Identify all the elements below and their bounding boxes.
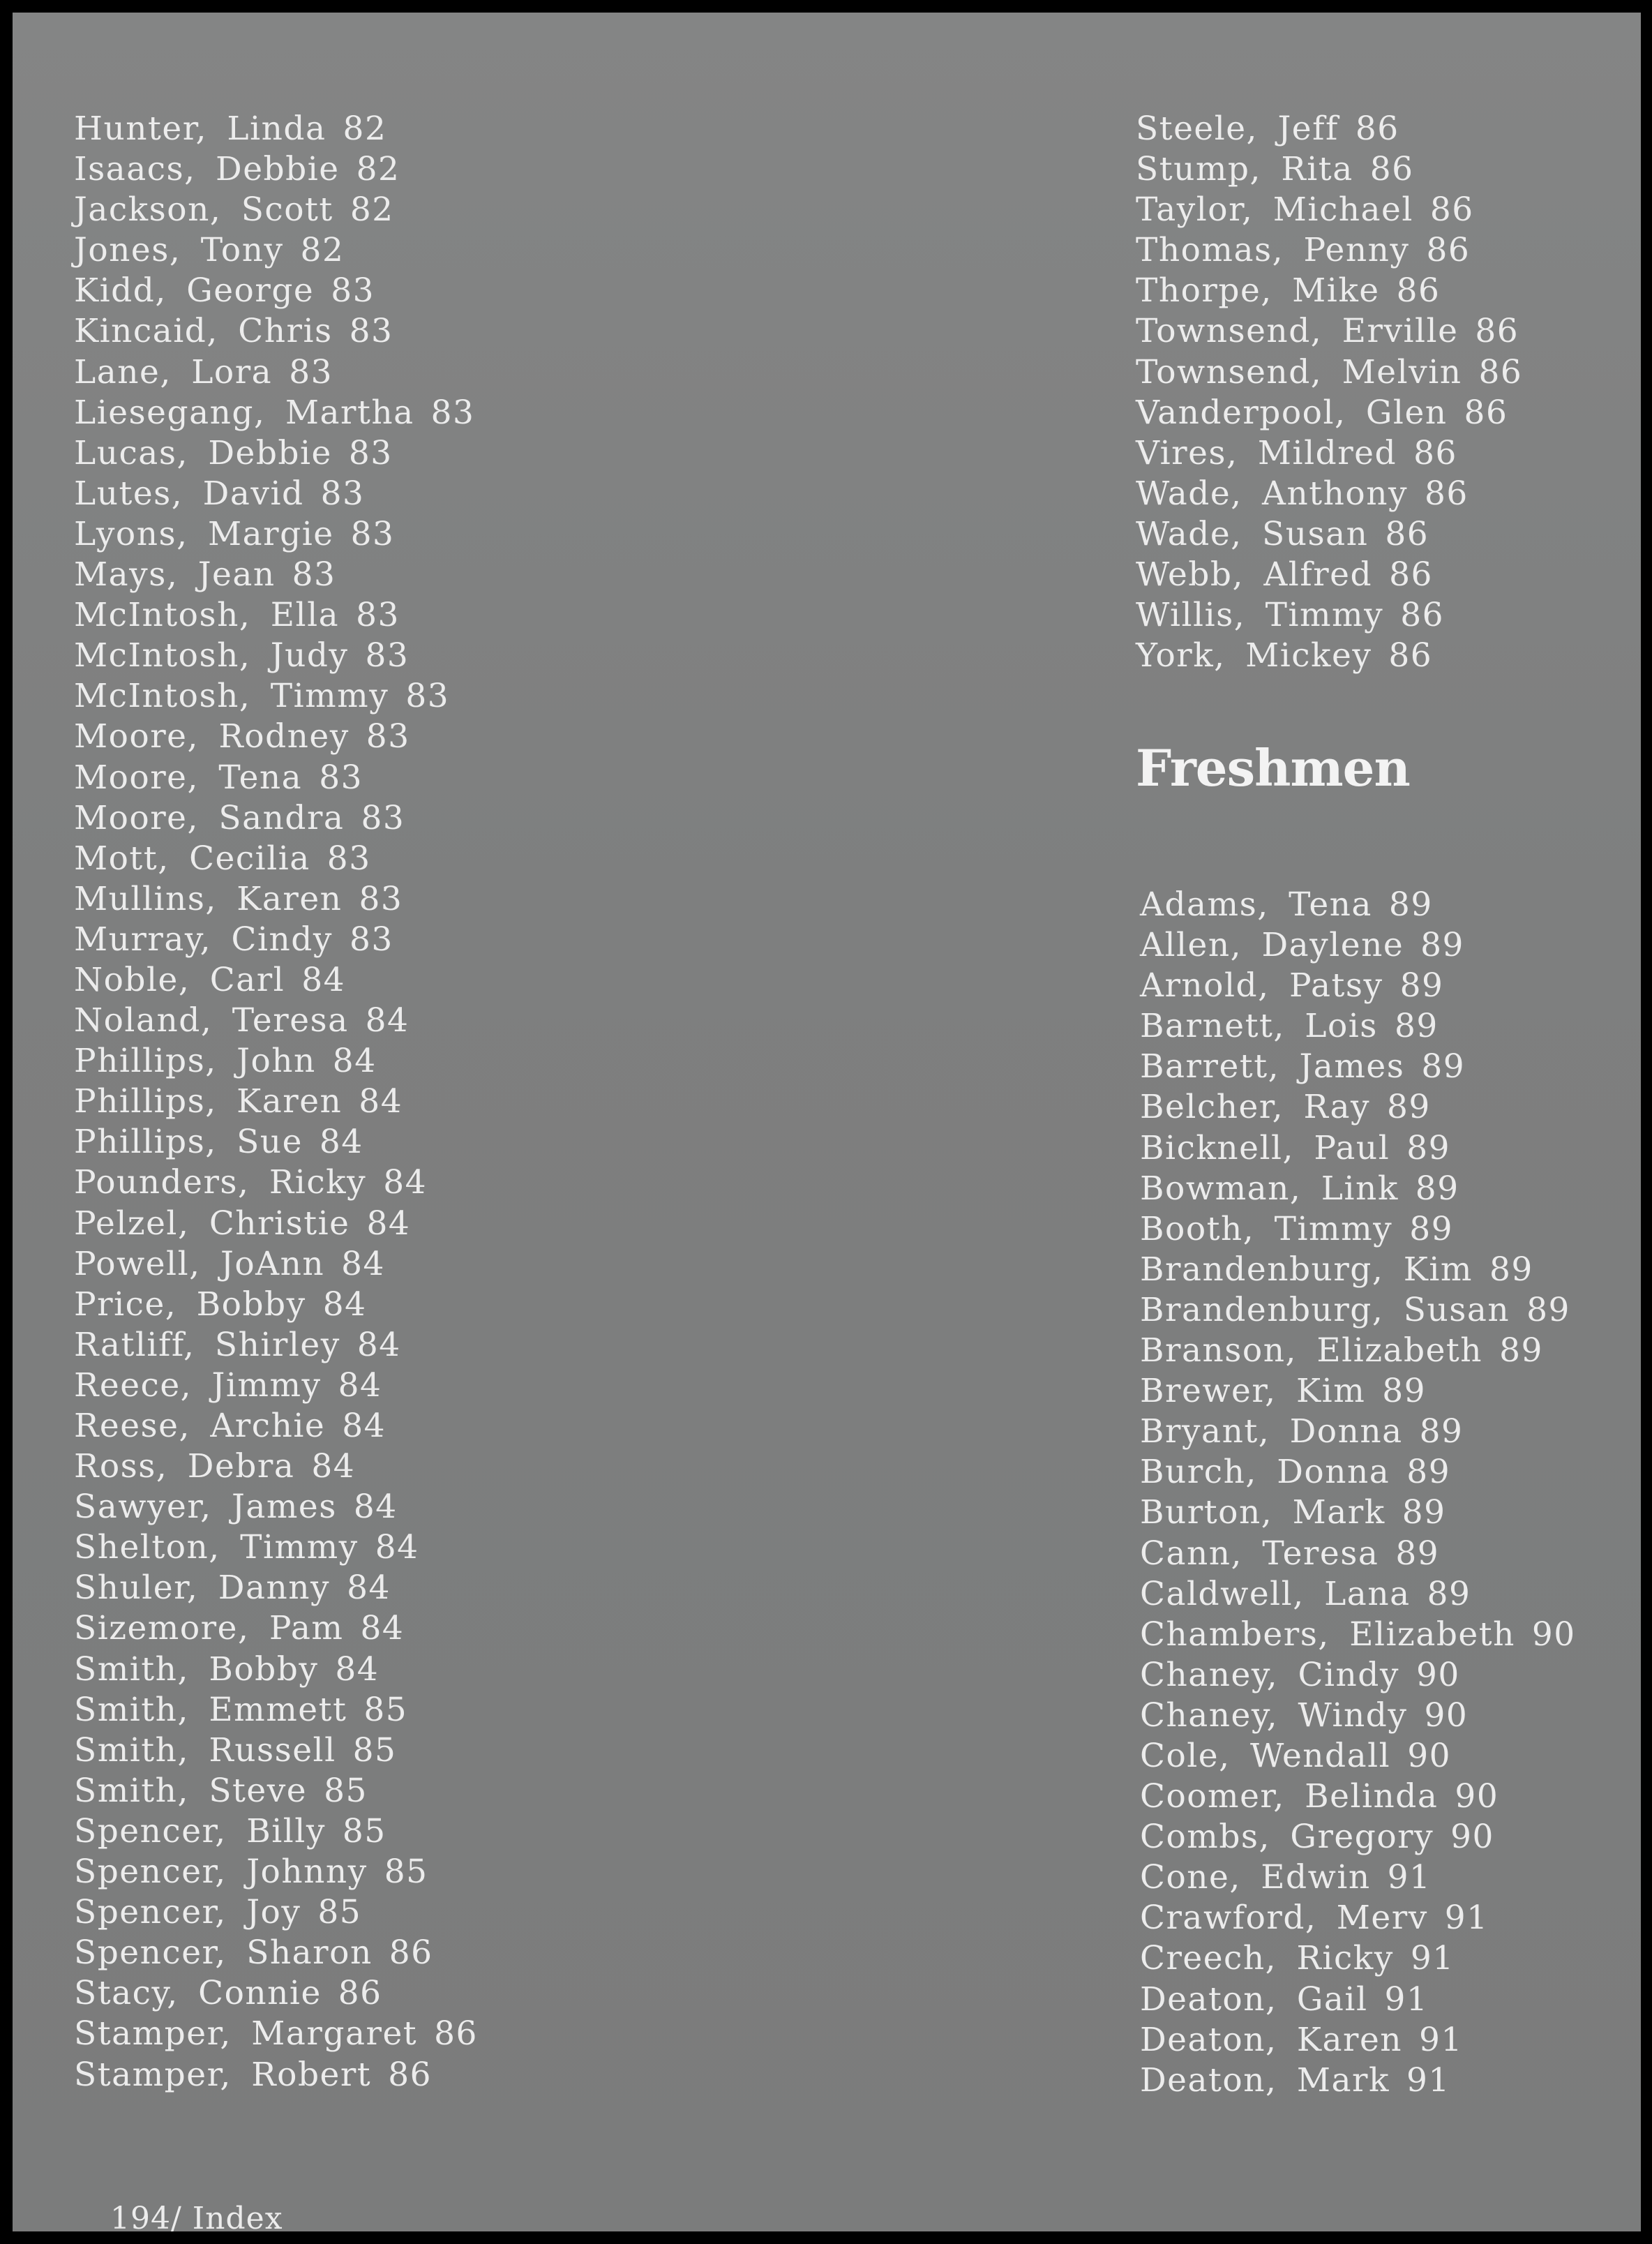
entry-name: Wade, Susan [1136, 514, 1369, 553]
index-entry [74, 879, 478, 920]
index-entry [74, 1001, 478, 1041]
index-entry [74, 1568, 478, 1608]
index-entry [74, 230, 478, 271]
entry-page-number: 89 [1419, 1412, 1464, 1451]
entry-page-number: 83 [326, 839, 371, 878]
entry-name: Cann, Teresa [1140, 1534, 1379, 1573]
entry-page-number: 84 [360, 1609, 405, 1648]
index-entry [74, 1285, 478, 1325]
entry-name: Cone, Edwin [1140, 1858, 1371, 1897]
entry-name: Shelton, Timmy [74, 1528, 359, 1567]
entry-name: Adams, Tena [1140, 885, 1372, 924]
index-entry [1136, 433, 1522, 474]
index-entry [1140, 966, 1576, 1006]
entry-page-number: 82 [356, 150, 400, 189]
entry-name: Deaton, Karen [1140, 2020, 1403, 2059]
index-entry [74, 1204, 478, 1244]
index-entry [1140, 1371, 1576, 1412]
entry-page-number: 89 [1489, 1250, 1533, 1289]
entry-name: Webb, Alfred [1136, 555, 1373, 594]
entry-name: Smith, Russell [74, 1730, 336, 1770]
entry-page-number: 85 [363, 1690, 408, 1729]
entry-page-number: 89 [1499, 1331, 1543, 1370]
entry-name: Belcher, Ray [1140, 1088, 1371, 1127]
index-entry [74, 149, 478, 190]
entry-page-number: 86 [1425, 474, 1469, 513]
entry-name: Burton, Mark [1140, 1493, 1386, 1532]
entry-page-number: 86 [1355, 110, 1399, 148]
entry-name: Steele, Jeff [1136, 110, 1339, 148]
entry-name: McIntosh, Timmy [74, 677, 389, 716]
index-entry [74, 393, 478, 433]
index-entry [1140, 1452, 1576, 1493]
index-entry [1140, 1938, 1576, 1979]
entry-name: Isaacs, Debbie [74, 150, 340, 189]
index-entry [74, 1406, 478, 1446]
index-entry [74, 1162, 478, 1203]
entry-name: Moore, Rodney [74, 717, 350, 756]
entry-name: Townsend, Melvin [1136, 352, 1462, 391]
entry-page-number: 89 [1394, 1007, 1439, 1046]
entry-page-number: 89 [1388, 885, 1433, 924]
entry-name: Burch, Donna [1140, 1453, 1390, 1492]
entry-name: Vires, Mildred [1136, 433, 1397, 472]
entry-name: Bowman, Link [1140, 1169, 1399, 1208]
index-entry [74, 1650, 478, 1690]
entry-name: Caldwell, Lana [1140, 1574, 1411, 1613]
entry-page-number: 84 [319, 1123, 363, 1162]
index-entry [1140, 2020, 1576, 2060]
index-entry [1136, 149, 1522, 190]
entry-name: Kidd, George [74, 271, 315, 311]
index-entry [1136, 352, 1522, 393]
entry-name: Branson, Elizabeth [1140, 1331, 1483, 1370]
entry-page-number: 84 [359, 1082, 403, 1121]
entry-name: Liesegang, Martha [74, 393, 414, 432]
index-entry [74, 352, 478, 393]
entry-name: Phillips, Karen [74, 1082, 343, 1121]
entry-page-number: 86 [388, 2055, 433, 2094]
entry-page-number: 85 [384, 1853, 428, 1892]
index-entry [1136, 109, 1522, 149]
index-entry [1140, 1898, 1576, 1938]
entry-name: Chambers, Elizabeth [1140, 1615, 1515, 1654]
entry-name: Mullins, Karen [74, 879, 343, 918]
index-entry [1140, 1736, 1576, 1776]
entry-page-number: 89 [1427, 1574, 1471, 1613]
entry-page-number: 89 [1406, 1128, 1451, 1167]
index-entry [1136, 190, 1522, 230]
index-entry [1140, 1169, 1576, 1209]
entry-name: Hunter, Linda [74, 110, 326, 148]
entry-name: Lyons, Margie [74, 514, 334, 553]
index-entry [74, 1041, 478, 1082]
entry-page-number: 84 [365, 1001, 410, 1040]
page-footer: 194/ Index [110, 2201, 283, 2236]
entry-page-number: 86 [338, 1974, 382, 2013]
entry-name: Wade, Anthony [1136, 474, 1409, 513]
index-entry [1140, 1696, 1576, 1736]
entry-name: Ross, Debra [74, 1447, 295, 1486]
index-entry [74, 1446, 478, 1487]
entry-name: Phillips, Sue [74, 1123, 303, 1162]
entry-name: Lucas, Debbie [74, 433, 332, 472]
entry-name: Bryant, Donna [1140, 1412, 1403, 1451]
index-entry [74, 1811, 478, 1852]
entry-page-number: 91 [1444, 1899, 1489, 1938]
entry-name: Booth, Timmy [1140, 1209, 1393, 1248]
index-entry [1140, 1209, 1576, 1250]
entry-page-number: 86 [1396, 271, 1441, 311]
entry-name: Arnold, Patsy [1140, 966, 1383, 1005]
entry-page-number: 86 [1369, 150, 1414, 189]
entry-page-number: 86 [1385, 514, 1429, 553]
index-entry [74, 433, 478, 474]
entry-page-number: 90 [1450, 1818, 1494, 1857]
entry-page-number: 90 [1455, 1777, 1499, 1816]
index-entry [1140, 885, 1576, 925]
entry-page-number: 82 [300, 231, 345, 270]
entry-page-number: 84 [347, 1569, 391, 1608]
entry-name: Stamper, Margaret [74, 2014, 418, 2054]
index-entry [1140, 1776, 1576, 1817]
index-entry [1136, 393, 1522, 433]
index-entry [74, 190, 478, 230]
entry-name: Noble, Carl [74, 960, 285, 999]
entry-name: Creech, Ricky [1140, 1939, 1394, 1978]
index-entry [1136, 311, 1522, 352]
entry-page-number: 83 [430, 393, 475, 432]
entry-page-number: 85 [342, 1811, 386, 1850]
entry-name: Brandenburg, Kim [1140, 1250, 1473, 1289]
entry-page-number: 86 [1429, 190, 1474, 230]
entry-page-number: 89 [1409, 1209, 1454, 1248]
entry-page-number: 89 [1415, 1169, 1459, 1208]
entry-name: Chaney, Cindy [1140, 1655, 1399, 1694]
index-entry [1140, 2060, 1576, 2101]
index-entry [74, 1366, 478, 1406]
entry-page-number: 83 [292, 555, 336, 594]
entry-name: Powell, JoAnn [74, 1244, 325, 1283]
entry-name: Lutes, David [74, 474, 304, 513]
index-entry [74, 920, 478, 960]
entry-page-number: 89 [1421, 1047, 1466, 1086]
index-entry [1140, 1655, 1576, 1696]
entry-name: Chaney, Windy [1140, 1696, 1408, 1735]
entry-page-number: 90 [1424, 1696, 1469, 1735]
index-entry [74, 676, 478, 717]
entry-name: Bicknell, Paul [1140, 1128, 1390, 1167]
index-entry [1140, 1331, 1576, 1371]
entry-page-number: 86 [1400, 596, 1444, 635]
entry-page-number: 91 [1410, 1939, 1455, 1978]
entry-name: Moore, Tena [74, 758, 303, 797]
entry-page-number: 83 [361, 798, 405, 837]
entry-name: Pounders, Ricky [74, 1163, 367, 1202]
entry-page-number: 89 [1406, 1453, 1451, 1492]
entry-name: Smith, Bobby [74, 1650, 319, 1689]
entry-page-number: 89 [1395, 1534, 1440, 1573]
entry-page-number: 91 [1406, 2060, 1450, 2100]
entry-page-number: 83 [405, 677, 450, 716]
entry-name: Ratliff, Shirley [74, 1325, 340, 1364]
index-entry [74, 1122, 478, 1162]
entry-page-number: 84 [356, 1325, 401, 1364]
entry-name: York, Mickey [1136, 636, 1372, 675]
entry-name: Barnett, Lois [1140, 1007, 1378, 1046]
entry-page-number: 86 [1388, 636, 1433, 675]
index-entry [1140, 1857, 1576, 1898]
index-entry [1140, 1087, 1576, 1128]
index-entry [74, 2014, 478, 2054]
index-entry [74, 514, 478, 555]
entry-page-number: 91 [1387, 1858, 1432, 1897]
index-page [13, 13, 1641, 2236]
entry-page-number: 84 [301, 960, 346, 999]
index-entry [74, 839, 478, 879]
index-entry [1136, 230, 1522, 271]
entry-name: Vanderpool, Glen [1136, 393, 1448, 432]
index-entry [1136, 271, 1522, 311]
index-entry [1136, 595, 1522, 636]
index-entry [74, 271, 478, 311]
index-entry [74, 1690, 478, 1730]
entry-name: Willis, Timmy [1136, 596, 1384, 635]
entry-name: Spencer, Johnny [74, 1853, 368, 1892]
index-entry [74, 109, 478, 149]
entry-page-number: 84 [335, 1650, 380, 1689]
index-entry [1140, 1817, 1576, 1857]
entry-page-number: 83 [320, 474, 365, 513]
entry-page-number: 82 [343, 110, 387, 148]
entry-name: Lane, Lora [74, 352, 273, 391]
index-entry [74, 717, 478, 757]
entry-name: Stamper, Robert [74, 2055, 372, 2094]
entry-page-number: 85 [352, 1730, 397, 1770]
index-entry [1136, 555, 1522, 595]
index-entry [1136, 474, 1522, 514]
entry-page-number: 89 [1526, 1290, 1570, 1329]
index-entry [1140, 1615, 1576, 1655]
index-entry [74, 1933, 478, 1973]
index-entry [1140, 925, 1576, 966]
right-index-column-top [1136, 109, 1522, 676]
index-entry [1140, 1534, 1576, 1574]
entry-name: Brewer, Kim [1140, 1372, 1366, 1411]
entry-page-number: 86 [389, 1933, 433, 1973]
entry-name: Mays, Jean [74, 555, 276, 594]
index-entry [74, 1325, 478, 1366]
entry-page-number: 84 [383, 1163, 428, 1202]
entry-page-number: 86 [1464, 393, 1508, 432]
entry-page-number: 90 [1416, 1655, 1460, 1694]
index-entry [74, 311, 478, 352]
index-entry [74, 798, 478, 839]
entry-name: Moore, Sandra [74, 798, 345, 837]
entry-name: Jones, Tony [74, 231, 284, 270]
entry-name: Reese, Archie [74, 1407, 326, 1445]
entry-name: Combs, Gregory [1140, 1818, 1434, 1857]
entry-page-number: 86 [1475, 312, 1519, 351]
entry-page-number: 83 [349, 312, 393, 351]
index-entry [1140, 1047, 1576, 1087]
entry-name: Thomas, Penny [1136, 231, 1410, 270]
entry-page-number: 83 [331, 271, 375, 311]
entry-page-number: 84 [322, 1285, 367, 1324]
index-entry [74, 1852, 478, 1892]
index-entry [1140, 1290, 1576, 1331]
index-entry [1140, 1574, 1576, 1615]
entry-page-number: 89 [1387, 1088, 1431, 1127]
entry-page-number: 83 [366, 717, 410, 756]
index-entry [74, 1487, 478, 1527]
index-entry [74, 1892, 478, 1933]
entry-page-number: 84 [341, 1244, 385, 1283]
index-entry [74, 960, 478, 1001]
left-index-column [74, 109, 478, 2095]
entry-page-number: 89 [1382, 1372, 1427, 1411]
entry-page-number: 84 [366, 1204, 411, 1243]
right-index-column-freshmen [1140, 885, 1576, 2101]
entry-name: Coomer, Belinda [1140, 1777, 1439, 1816]
entry-page-number: 82 [350, 190, 394, 230]
entry-name: Spencer, Sharon [74, 1933, 373, 1973]
entry-page-number: 89 [1399, 966, 1444, 1005]
entry-name: McIntosh, Judy [74, 636, 349, 675]
entry-page-number: 89 [1402, 1493, 1446, 1532]
index-entry [74, 555, 478, 595]
entry-page-number: 83 [359, 879, 403, 918]
index-entry [1140, 1250, 1576, 1290]
index-entry [74, 1771, 478, 1811]
entry-name: Price, Bobby [74, 1285, 306, 1324]
entry-page-number: 83 [319, 758, 363, 797]
entry-name: Deaton, Gail [1140, 1980, 1368, 2019]
entry-page-number: 84 [353, 1488, 398, 1527]
entry-name: Jackson, Scott [74, 190, 333, 230]
entry-name: Smith, Emmett [74, 1690, 347, 1729]
entry-name: Cole, Wendall [1140, 1736, 1391, 1775]
entry-name: Stump, Rita [1136, 150, 1353, 189]
entry-name: Shuler, Danny [74, 1569, 331, 1608]
index-entry [74, 1082, 478, 1122]
entry-page-number: 86 [434, 2014, 478, 2054]
entry-name: Barrett, James [1140, 1047, 1405, 1086]
index-entry [1140, 1980, 1576, 2020]
entry-name: Reece, Jimmy [74, 1366, 322, 1405]
entry-page-number: 86 [1478, 352, 1523, 391]
entry-page-number: 91 [1384, 1980, 1429, 2019]
index-entry [74, 758, 478, 798]
index-entry [1140, 1493, 1576, 1533]
entry-name: Deaton, Mark [1140, 2060, 1390, 2100]
entry-page-number: 83 [350, 514, 395, 553]
entry-name: Brandenburg, Susan [1140, 1290, 1510, 1329]
entry-page-number: 86 [1426, 231, 1471, 270]
index-entry [74, 474, 478, 514]
entry-name: Pelzel, Christie [74, 1204, 350, 1243]
entry-page-number: 83 [289, 352, 333, 391]
index-entry [74, 1608, 478, 1649]
index-entry [1136, 514, 1522, 555]
entry-page-number: 89 [1420, 926, 1464, 965]
entry-name: Smith, Steve [74, 1771, 308, 1810]
entry-name: Noland, Teresa [74, 1001, 349, 1040]
entry-page-number: 84 [311, 1447, 356, 1486]
entry-page-number: 83 [349, 920, 393, 959]
entry-name: Mott, Cecilia [74, 839, 310, 878]
entry-name: Townsend, Erville [1136, 312, 1459, 351]
entry-name: Phillips, John [74, 1042, 316, 1081]
entry-page-number: 86 [1389, 555, 1433, 594]
index-entry [1140, 1006, 1576, 1047]
entry-page-number: 90 [1531, 1615, 1576, 1654]
entry-page-number: 90 [1407, 1736, 1452, 1775]
entry-name: Kincaid, Chris [74, 312, 333, 351]
index-entry [74, 636, 478, 676]
index-entry [1136, 636, 1522, 676]
index-entry [1140, 1128, 1576, 1169]
entry-name: Crawford, Merv [1140, 1899, 1428, 1938]
index-entry [74, 2055, 478, 2095]
index-entry [1140, 1412, 1576, 1452]
index-entry [74, 1973, 478, 2014]
entry-name: Thorpe, Mike [1136, 271, 1380, 311]
index-entry [74, 595, 478, 636]
entry-name: McIntosh, Ella [74, 596, 340, 635]
entry-name: Spencer, Joy [74, 1893, 301, 1932]
entry-page-number: 84 [342, 1407, 386, 1445]
entry-page-number: 83 [348, 433, 393, 472]
entry-page-number: 84 [338, 1366, 382, 1405]
entry-name: Spencer, Billy [74, 1811, 326, 1850]
entry-page-number: 84 [332, 1042, 377, 1081]
entry-name: Sawyer, James [74, 1488, 337, 1527]
entry-page-number: 91 [1419, 2020, 1463, 2059]
entry-name: Murray, Cindy [74, 920, 333, 959]
index-entry [74, 1730, 478, 1771]
index-entry [74, 1244, 478, 1285]
entry-name: Stacy, Connie [74, 1974, 322, 2013]
entry-name: Taylor, Michael [1136, 190, 1413, 230]
entry-name: Allen, Daylene [1140, 926, 1404, 965]
entry-page-number: 85 [317, 1893, 362, 1932]
entry-page-number: 84 [375, 1528, 419, 1567]
index-entry [74, 1527, 478, 1568]
section-title-freshmen: Freshmen [1136, 738, 1410, 798]
entry-page-number: 86 [1413, 433, 1457, 472]
entry-page-number: 83 [365, 636, 410, 675]
entry-name: Sizemore, Pam [74, 1609, 344, 1648]
entry-page-number: 83 [356, 596, 400, 635]
entry-page-number: 85 [324, 1771, 368, 1810]
